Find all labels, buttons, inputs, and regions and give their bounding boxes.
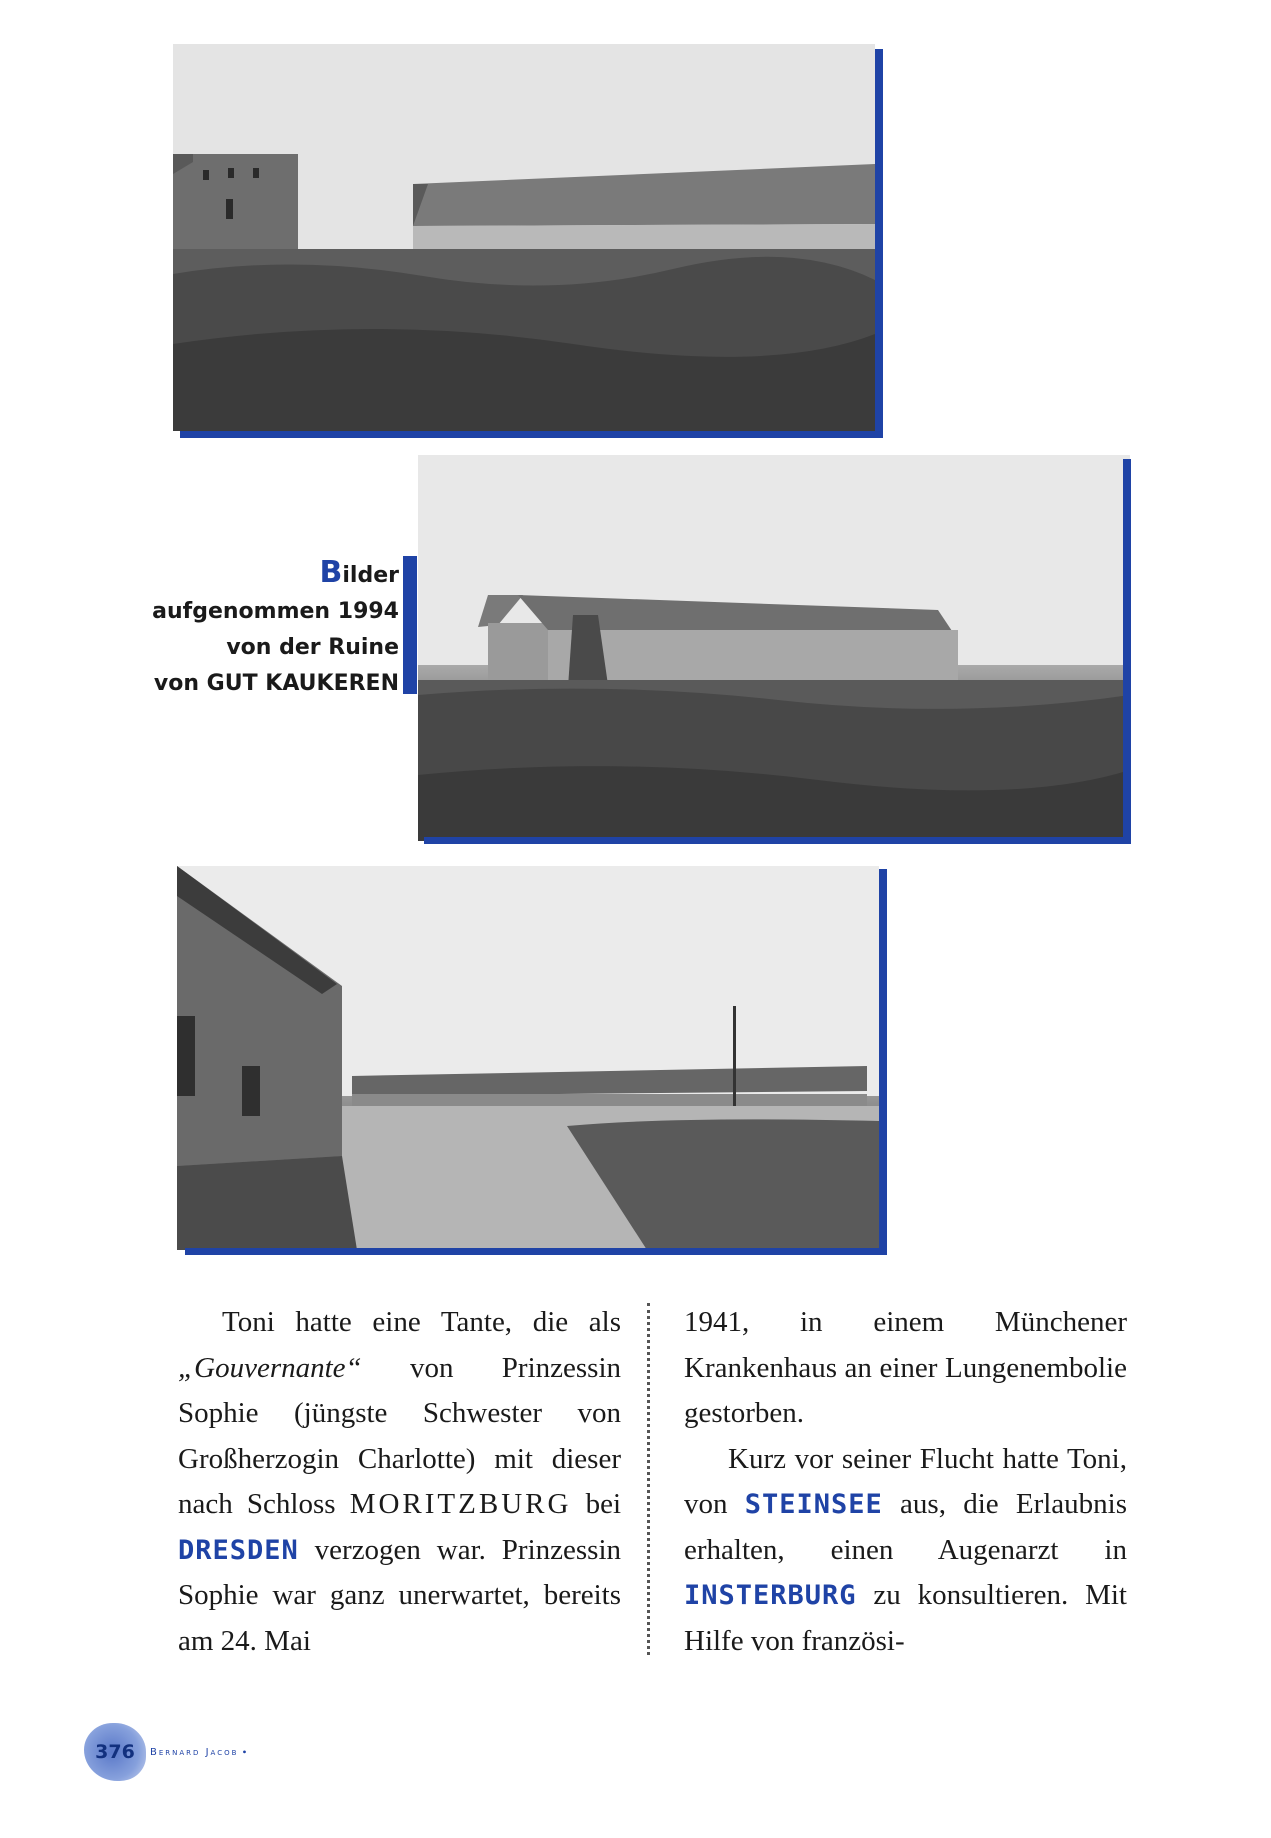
caption-accent-bar [403, 556, 417, 694]
caption-line-2: aufgenommen 1994 [152, 599, 399, 624]
photo-2-frame-right [1123, 459, 1131, 842]
photo-caption [150, 555, 399, 702]
text-segment: Kurz vor seiner Flucht hatte Toni, von [684, 1442, 1127, 1520]
paragraph-right-1: 1941, in einem Münchener Krankenhaus an einer Lungenembolie gestorben. [684, 1306, 1127, 1429]
paragraph-right-2 [684, 1437, 1127, 1665]
photo-2-frame-bottom [424, 837, 1131, 844]
paragraph-left [178, 1300, 621, 1664]
photo-farm-road [177, 866, 879, 1250]
body-column-left [178, 1300, 621, 1664]
text-segment: verzogen war. Prinzessin Sophie war ganz unerwartet, bereits am 24. Mai [178, 1533, 621, 1657]
page-number: 376 [84, 1723, 146, 1781]
caption-line-1-rest: ilder [342, 563, 399, 588]
photo-ruin-stable-building [173, 44, 875, 431]
caption-line-3: von der Ruine [226, 635, 399, 660]
caption-line-1 [150, 555, 399, 594]
place-dresden: DRESDEN [178, 1534, 299, 1566]
caption-line-4: von GUT KAUKEREN [153, 671, 399, 696]
photo-1-frame-right [875, 49, 883, 437]
place-steinsee: STEINSEE [744, 1489, 883, 1520]
text-segment: von Prinzessin Sophie (jüngste Schwester von Großherzogin Charlotte) mit dieser nach Schloss [178, 1351, 621, 1520]
photo-3-frame-right [879, 869, 887, 1254]
page-footer [84, 1722, 247, 1782]
text-segment: zu konsultieren. Mit Hilfe von französi- [684, 1579, 1127, 1657]
photo-1-frame-bottom [180, 431, 883, 438]
quote-gouvernante: „Gouvernante“ [178, 1351, 362, 1384]
column-divider [647, 1303, 650, 1655]
author-name: Bernard Jacob [150, 1746, 239, 1758]
text-segment: bei [571, 1488, 622, 1520]
photo-barn-field [418, 455, 1130, 841]
text-segment: Toni hatte eine Tante, die als [222, 1306, 621, 1338]
bullet-icon: • [242, 1744, 247, 1759]
place-insterburg: INSTERBURG [684, 1580, 857, 1611]
text-segment: aus, die Erlaubnis erhalten, einen Augenarzt in [684, 1488, 1128, 1566]
body-column-right [684, 1300, 1127, 1664]
caption-initial: B [319, 555, 343, 590]
place-moritzburg: MORITZBURG [349, 1488, 572, 1520]
photo-3-frame-bottom [185, 1248, 887, 1255]
